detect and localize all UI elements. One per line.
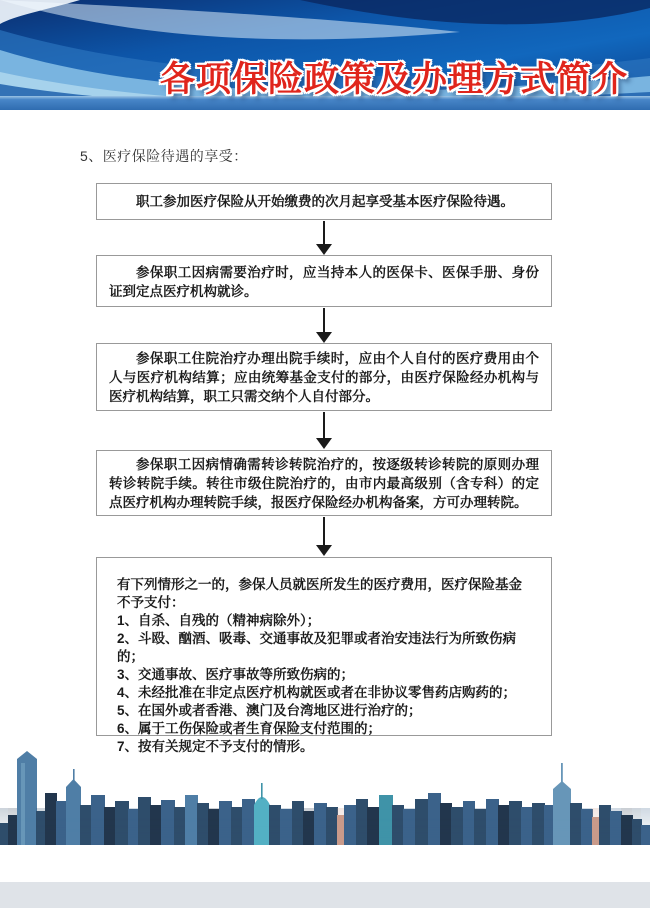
poster-title: 各项保险政策及办理方式简介	[160, 60, 629, 99]
city-skyline-reflection	[0, 808, 650, 845]
flow-step-3-box	[96, 343, 552, 411]
flow-arrow-4	[316, 517, 332, 556]
arrow-shaft	[323, 308, 325, 332]
exclusion-item: 1、自杀、自残的（精神病除外）；	[117, 613, 321, 628]
exclusion-item: 3、交通事故、医疗事故等所致伤病的；	[117, 667, 355, 682]
section-heading: 5、医疗保险待遇的享受：	[80, 148, 248, 164]
city-skyline-reflection-graphic	[0, 808, 650, 908]
down-arrow-icon	[316, 332, 332, 343]
exclusions-intro: 有下列情形之一的，参保人员就医所发生的医疗费用，医疗保险基金不予支付：	[117, 577, 522, 610]
exclusion-item: 5、在国外或者香港、澳门及台湾地区进行治疗的；	[117, 703, 422, 718]
flow-arrow-2	[316, 308, 332, 343]
flow-step-2-text: 参保职工因病需要治疗时，应当持本人的医保卡、医保手册、身份证到定点医疗机构就诊。	[109, 265, 539, 299]
exclusion-item: 2、斗殴、酗酒、吸毒、交通事故及犯罪或者治安违法行为所致伤病的；	[117, 631, 517, 664]
down-arrow-icon	[316, 244, 332, 255]
down-arrow-icon	[316, 545, 332, 556]
arrow-shaft	[323, 221, 325, 244]
flow-step-4-text: 参保职工因病情确需转诊转院治疗的，按逐级转诊转院的原则办理转诊转院手续。转往市级住院治疗的，由市内最高级别（含专科）的定点医疗机构办理转院手续，报医疗保险经办机构备案，方可办理转院。	[109, 457, 539, 510]
flow-step-2-box	[96, 255, 552, 307]
exclusion-item: 6、属于工伤保险或者生育保险支付范围的；	[117, 721, 382, 736]
arrow-shaft	[323, 412, 325, 438]
exclusion-item: 7、按有关规定不予支付的情形。	[117, 739, 314, 754]
exclusions-box	[96, 557, 552, 754]
flow-step-4-box	[96, 450, 552, 516]
down-arrow-icon	[316, 438, 332, 449]
flow-step-1-text: 职工参加医疗保险从开始缴费的次月起享受基本医疗保险待遇。	[136, 194, 514, 209]
exclusion-item: 4、未经批准在非定点医疗机构就医或者在非协议零售药店购药的；	[117, 685, 517, 700]
arrow-shaft	[323, 517, 325, 545]
flow-arrow-3	[316, 412, 332, 449]
flow-step-1-box	[96, 183, 552, 220]
header-banner	[0, 0, 650, 110]
flow-arrow-1	[316, 221, 332, 255]
flow-step-3-text: 参保职工住院治疗办理出院手续时，应由个人自付的医疗费用由个人与医疗机构结算；应由统筹基金支付的部分，由医疗保险经办机构与医疗机构结算，职工只需交纳个人自付部分。	[109, 351, 539, 404]
